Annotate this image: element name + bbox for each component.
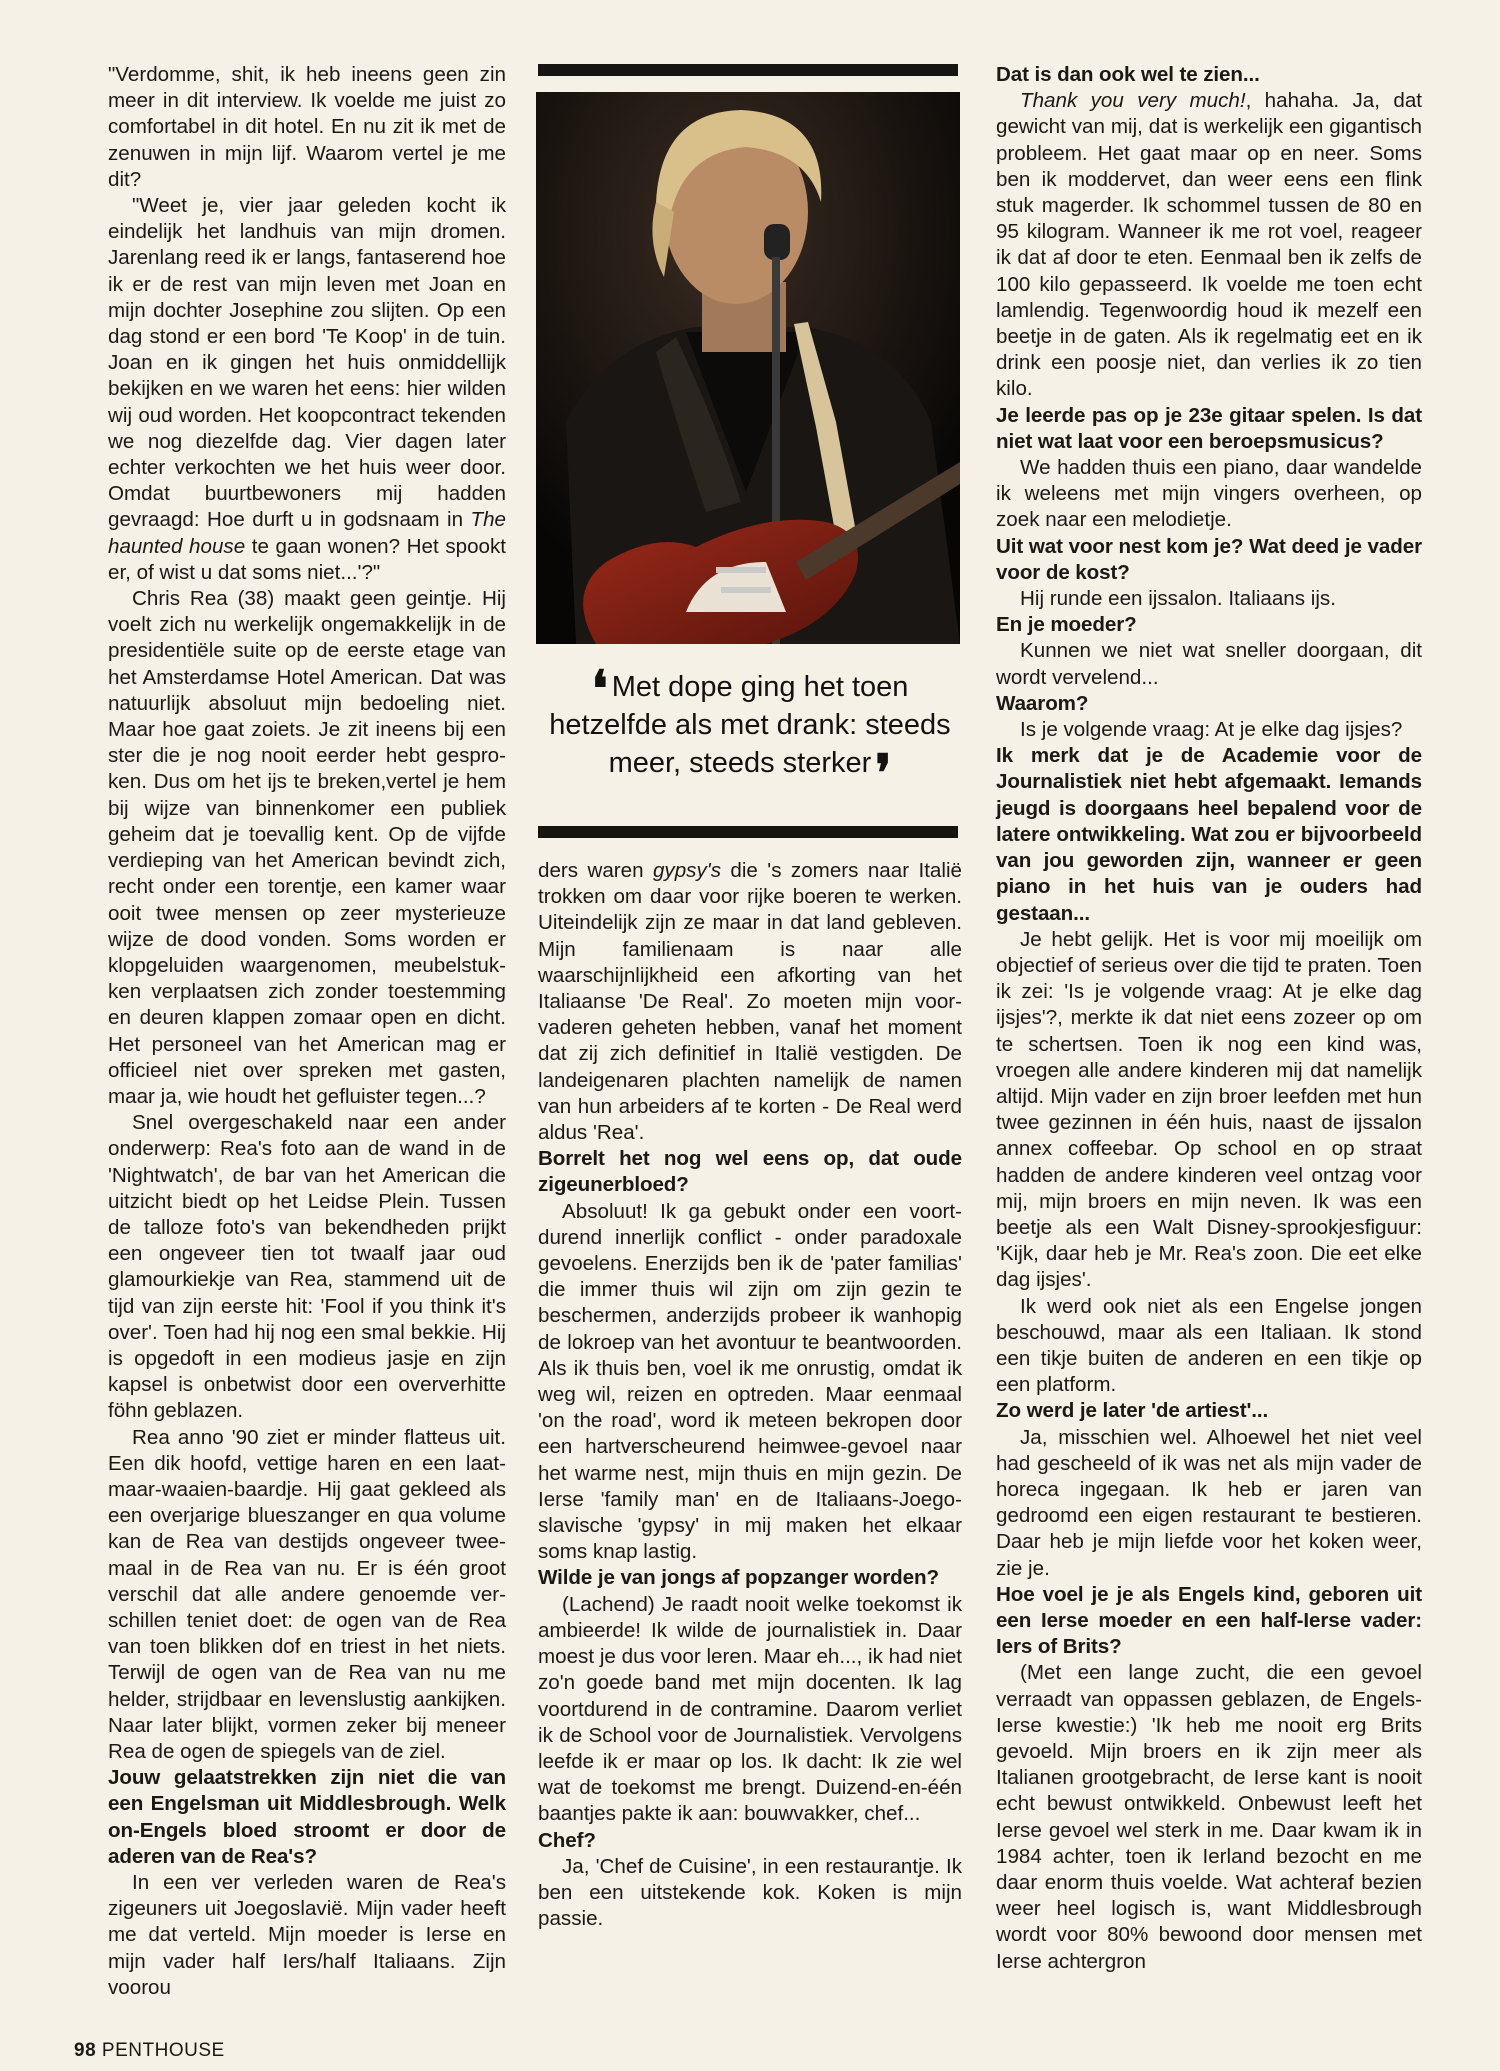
article-paragraph: Chris Rea (38) maakt geen geintje. Hij voelt zich nu werkelijk ongemakkelijk in de presidentiële suite op de eerste etage van het Amsterdamse Hotel American. Dat was natuurlijk absoluut mijn bedoeling niet. Maar hoe gaat zoiets. Je zit ineens bij een ster die je nog nooit eerder hebt gesproken. Dus om het ijs te breken,vertel je hem bij wijze van binnenkomer een publiek geheim dat je toevallig kent. Op de vijfde verdieping van het American bevindt zich, recht onder een torentje, een kamer waar ooit twee mensen op zeer mysterieuze wijze de dood vonden. Soms worden er klopgeluiden waargenomen, meubelstukken verplaatsen zich zonder toestemming en deuren klappen zomaar open en dicht. Het personeel van het American mag er officieel niet over spreken met gasten, maar ja, wie houdt het gefluister tegen...? (108, 587, 506, 1108)
page-footer (74, 2040, 225, 2062)
article-column-2 (538, 858, 962, 1932)
page-number: 98 (74, 2040, 97, 2061)
article-paragraph: Ik werd ook niet als een Engelse jongen beschouwd, maar als een Italiaan. Ik stond een tikje buiten de anderen en een tikje op een platform. (996, 1294, 1422, 1397)
article-column-1 (108, 62, 506, 2001)
interview-question: Ik merk dat je de Academie voor de Journalistiek niet hebt afgemaakt. Iemands jeugd is doorgaans heel bepalend voor de latere ontwikkeling. Wat zou er bijvoorbeeld van jou geworden zijn, wanneer er geen piano in het huis van je ouders had gestaan... (996, 744, 1422, 925)
italic-phrase: gypsy's (652, 859, 721, 882)
italic-phrase: Thank you very much! (1020, 89, 1246, 113)
pull-quote-rule-bottom (538, 826, 958, 838)
close-quote-icon: ❜ (875, 743, 892, 802)
article-paragraph: Kunnen we niet wat sneller doorgaan, dit wordt vervelend... (996, 639, 1422, 689)
interview-question: Dat is dan ook wel te zien... (996, 63, 1260, 86)
pull-quote (530, 659, 970, 802)
interview-question: Zo werd je later 'de artiest'... (996, 1399, 1269, 1423)
interview-question: Je leerde pas op je 23e gitaar spelen. Is dat niet wat laat voor een beroepsmusicus? (996, 403, 1422, 453)
article-paragraph: "Weet je, vier jaar geleden kocht ik eindelijk het landhuis van mijn dromen. Jarenlang reed ik er langs, fantaserend hoe ik er de rest van mijn leven met Joan en mijn dochter Josephine zou slijten. Op een dag stond er een bord 'Te Koop' in de tuin. Joan en ik gingen het huis onmiddellijk bekijken en we waren het eens: hier wilden wij oud worden. Het koopcontract tekenden we nog diezelfde dag. Vier dagen later echter verkochten we het huis weer door. Omdat buurtbewoners mij hadden gevraagd: Hoe durft u in godsnaam in The haunted house te gaan wonen? Het spookt er, of wist u dat soms niet...'?" (108, 194, 506, 584)
article-paragraph: Absoluut! Ik ga gebukt onder een voortdurend innerlijk conflict - onder paradoxale gevoelens. Enerzijds ben ik de 'pater familias' die immer thuis wil zijn om zijn gezin te beschermen, anderzijds probeer ik wanhopig de lokroep van het avontuur te beantwoorden. Als ik thuis ben, voel ik me onrustig, omdat ik weg wil, reizen en optreden. Maar eenmaal 'on the road', word ik meteen bekropen door een hartverscheurend heimwee-gevoel naar het warme nest, mijn thuis en mijn gezin. De Ierse 'family man' en de Italiaans-Joegoslavische 'gypsy' in mij maken het elkaar soms knap lastig. (538, 1199, 962, 1564)
article-paragraph: Is je volgende vraag: At je elke dag ijsjes? (1020, 718, 1403, 742)
interview-question: En je moeder? (996, 613, 1137, 637)
interview-question: Borrelt het nog wel eens op, dat oude zigeunerbloed? (538, 1147, 962, 1197)
interview-question: Chef? (538, 1828, 596, 1852)
article-paragraph: Ja, misschien wel. Alhoewel het niet veel had gescheeld of ik was net als mijn vader de horeca ingegaan. Ik heb er jaren van gedroomd een eigen restaurant te bestieren. Daar heb je mijn liefde voor het koken weer, zie je. (996, 1425, 1422, 1580)
italic-phrase: The haunted house (108, 508, 506, 558)
article-paragraph: "Verdomme, shit, ik heb ineens geen zin meer in dit interview. Ik voelde me juist zo comfortabel in dit hotel. En nu zit ik met de zenuwen in mijn lijf. Waarom vertel je me dit? (108, 63, 506, 191)
interview-question: Uit wat voor nest kom je? Wat deed je vader voor de kost? (996, 534, 1422, 584)
interview-question: Waarom? (996, 691, 1089, 715)
article-paragraph: In een ver verleden waren de Rea's zigeuners uit Joegoslavië. Mijn vader heeft me dat verteld. Mijn moeder is Ierse en mijn vader half Iers/half Italiaans. Zijn voorou (108, 1871, 506, 1999)
pull-quote-rule-top (538, 64, 958, 76)
article-paragraph: (Lachend) Je raadt nooit welke toekomst ik ambieerde! Ik wilde de journalistiek in. Daar moest je dus voor leren. Maar eh..., ik had niet zo'n goede band met mijn docenten. Ik lag voortdurend in de contramine. Daarom verliet ik de School voor de Journalistiek. Vervolgens leefde ik er maar op los. Ik dacht: Ik zie wel wat de toekomst me brengt. Duizend-en-één baantjes pakte ik aan: bouwvakker, chef... (538, 1592, 962, 1826)
article-paragraph: Thank you very much!, hahaha. Ja, dat gewicht van mij, dat is werkelijk een gigantisch probleem. Het gaat maar op en neer. Soms ben ik moddervet, dan weer eens een flink stuk magerder. Ik schommel tussen de 80 en 95 kilogram. Wanneer ik me rot voel, reageer ik dat af door te eten. Eenmaal ben ik zelfs de 100 kilo gepasseerd. Ik voelde me toen echt lamlendig. Tegenwoordig houd ik mezelf een beetje in de gaten. Als ik regelmatig eet en ik drink een poosje niet, dan verlies ik zo tien kilo. (996, 89, 1422, 401)
interview-question: Hoe voel je je als Engels kind, geboren uit een Ierse moeder en een half-Ierse vader: Iers of Brits? (996, 1582, 1422, 1659)
article-paragraph: (Met een lange zucht, die een gevoel verraadt van oppassen geblazen, de Engels-Ierse kwestie:) 'Ik heb me nooit erg Brits gevoeld. Mijn broers en ik zijn meer als Italianen grootgebracht, de Ierse kant is nooit echt bewust ontwikkeld. Onbewust leeft het Ierse gevoel wel sterk in me. Daar kwam ik in 1984 achter, toen ik Ierland bezocht en me daar enorm thuis voelde. Wat achteraf bezien weer heel logisch is, want Middlesbrough wordt voor 80% bewoond door mensen met Ierse achtergron (996, 1661, 1422, 1973)
magazine-name: PENTHOUSE (101, 2040, 225, 2061)
article-paragraph: Je hebt gelijk. Het is voor mij moeilijk om objectief of serieus over die tijd te praten. Toen ik zei: 'Is je volgende vraag: At je elke dag ijsjes'?, merkte ik dat niet eens zozeer op om te schertsen. Toen ik nog een kind was, vroegen alle andere kinderen mij dat namelijk altijd. Mijn vader en zijn broer leefden met hun twee gezinnen in één huis, naast de ijssalon annex coffeebar. Op school en op straat hadden de andere kinderen veel ontzag voor mij, mijn broers en mijn neven. Ik was een beetje als een Walt Disney-sprookjesfiguur: 'Kijk, daar heb je Mr. Rea's zoon. Die eet elke dag ijsjes'. (996, 927, 1422, 1292)
pull-quote-text: Met dope ging het toen hetzelfde als met drank: steeds meer, steeds sterker (549, 671, 951, 779)
concert-photo (536, 92, 960, 644)
article-paragraph: Ja, 'Chef de Cuisine', in een restaurantje. Ik ben een uitstekende kok. Koken is mijn passie. (538, 1854, 962, 1931)
article-paragraph: We hadden thuis een piano, daar wandelde ik weleens met mijn vingers overheen, op zoek naar een melodietje. (996, 456, 1422, 532)
article-paragraph: Snel overgeschakeld naar een ander onderwerp: Rea's foto aan de wand in de 'Nightwatch', de bar van het American die uitzicht biedt op het Leidse Plein. Tussen de talloze foto's van bekendheden prijkt een ongeveer tien tot twaalf jaar oud glamourkiekje van Rea, stammend uit de tijd van zijn eerste hit: 'Fool if you think it's over'. Toen had hij nog een smal bekkie. Hij is opgedoft in een modieus jasje en zijn kapsel is onbetwist door een oververhitte föhn geblazen. (108, 1111, 506, 1423)
article-paragraph: Hij runde een ijssalon. Italiaans ijs. (1020, 587, 1336, 611)
interview-question: Jouw gelaatstrekken zijn niet die van een Engelsman uit Middlesbrough. Welk on-Engels bloed stroomt er door de aderen van de Rea's? (108, 1766, 506, 1868)
article-paragraph: ders waren gypsy's die 's zomers naar Italië trokken om daar voor rijke boeren te werken. Uiteindelijk zijn ze maar in dat land gebleven. Mijn familienaam is naar alle waarschijnlijkheid een afkorting van het Italiaanse 'De Real'. Zo moeten mijn voorvaderen geheten hebben, vanaf het moment dat zij zich definitief in Italië vestigden. De landeigenaren plachten namelijk de namen van hun arbeiders af te korten - De Real werd aldus 'Rea'. (538, 859, 962, 1145)
open-quote-icon: ❛ (591, 659, 608, 718)
article-paragraph: Rea anno '90 ziet er minder flatteus uit. Een dik hoofd, vettige haren en een laatmaar-waaien-baardje. Hij gaat gekleed als een overjarige blueszanger en qua volume kan de Rea van destijds ongeveer tweemaal in de Rea van nu. Er is één groot verschil dat alle andere genoemde verschillen teniet doet: de ogen van de Rea van toen blikken dof en triest in het niets. Terwijl de ogen van de Rea van nu me helder, strijdbaar en levenslustig aankijken. Naar later blijkt, vormen zeker bij meneer Rea de ogen de spiegels van de ziel. (108, 1425, 506, 1763)
article-column-3 (996, 62, 1422, 1975)
interview-question: Wilde je van jongs af popzanger worden? (538, 1566, 939, 1590)
concert-photo-icon (536, 92, 960, 644)
